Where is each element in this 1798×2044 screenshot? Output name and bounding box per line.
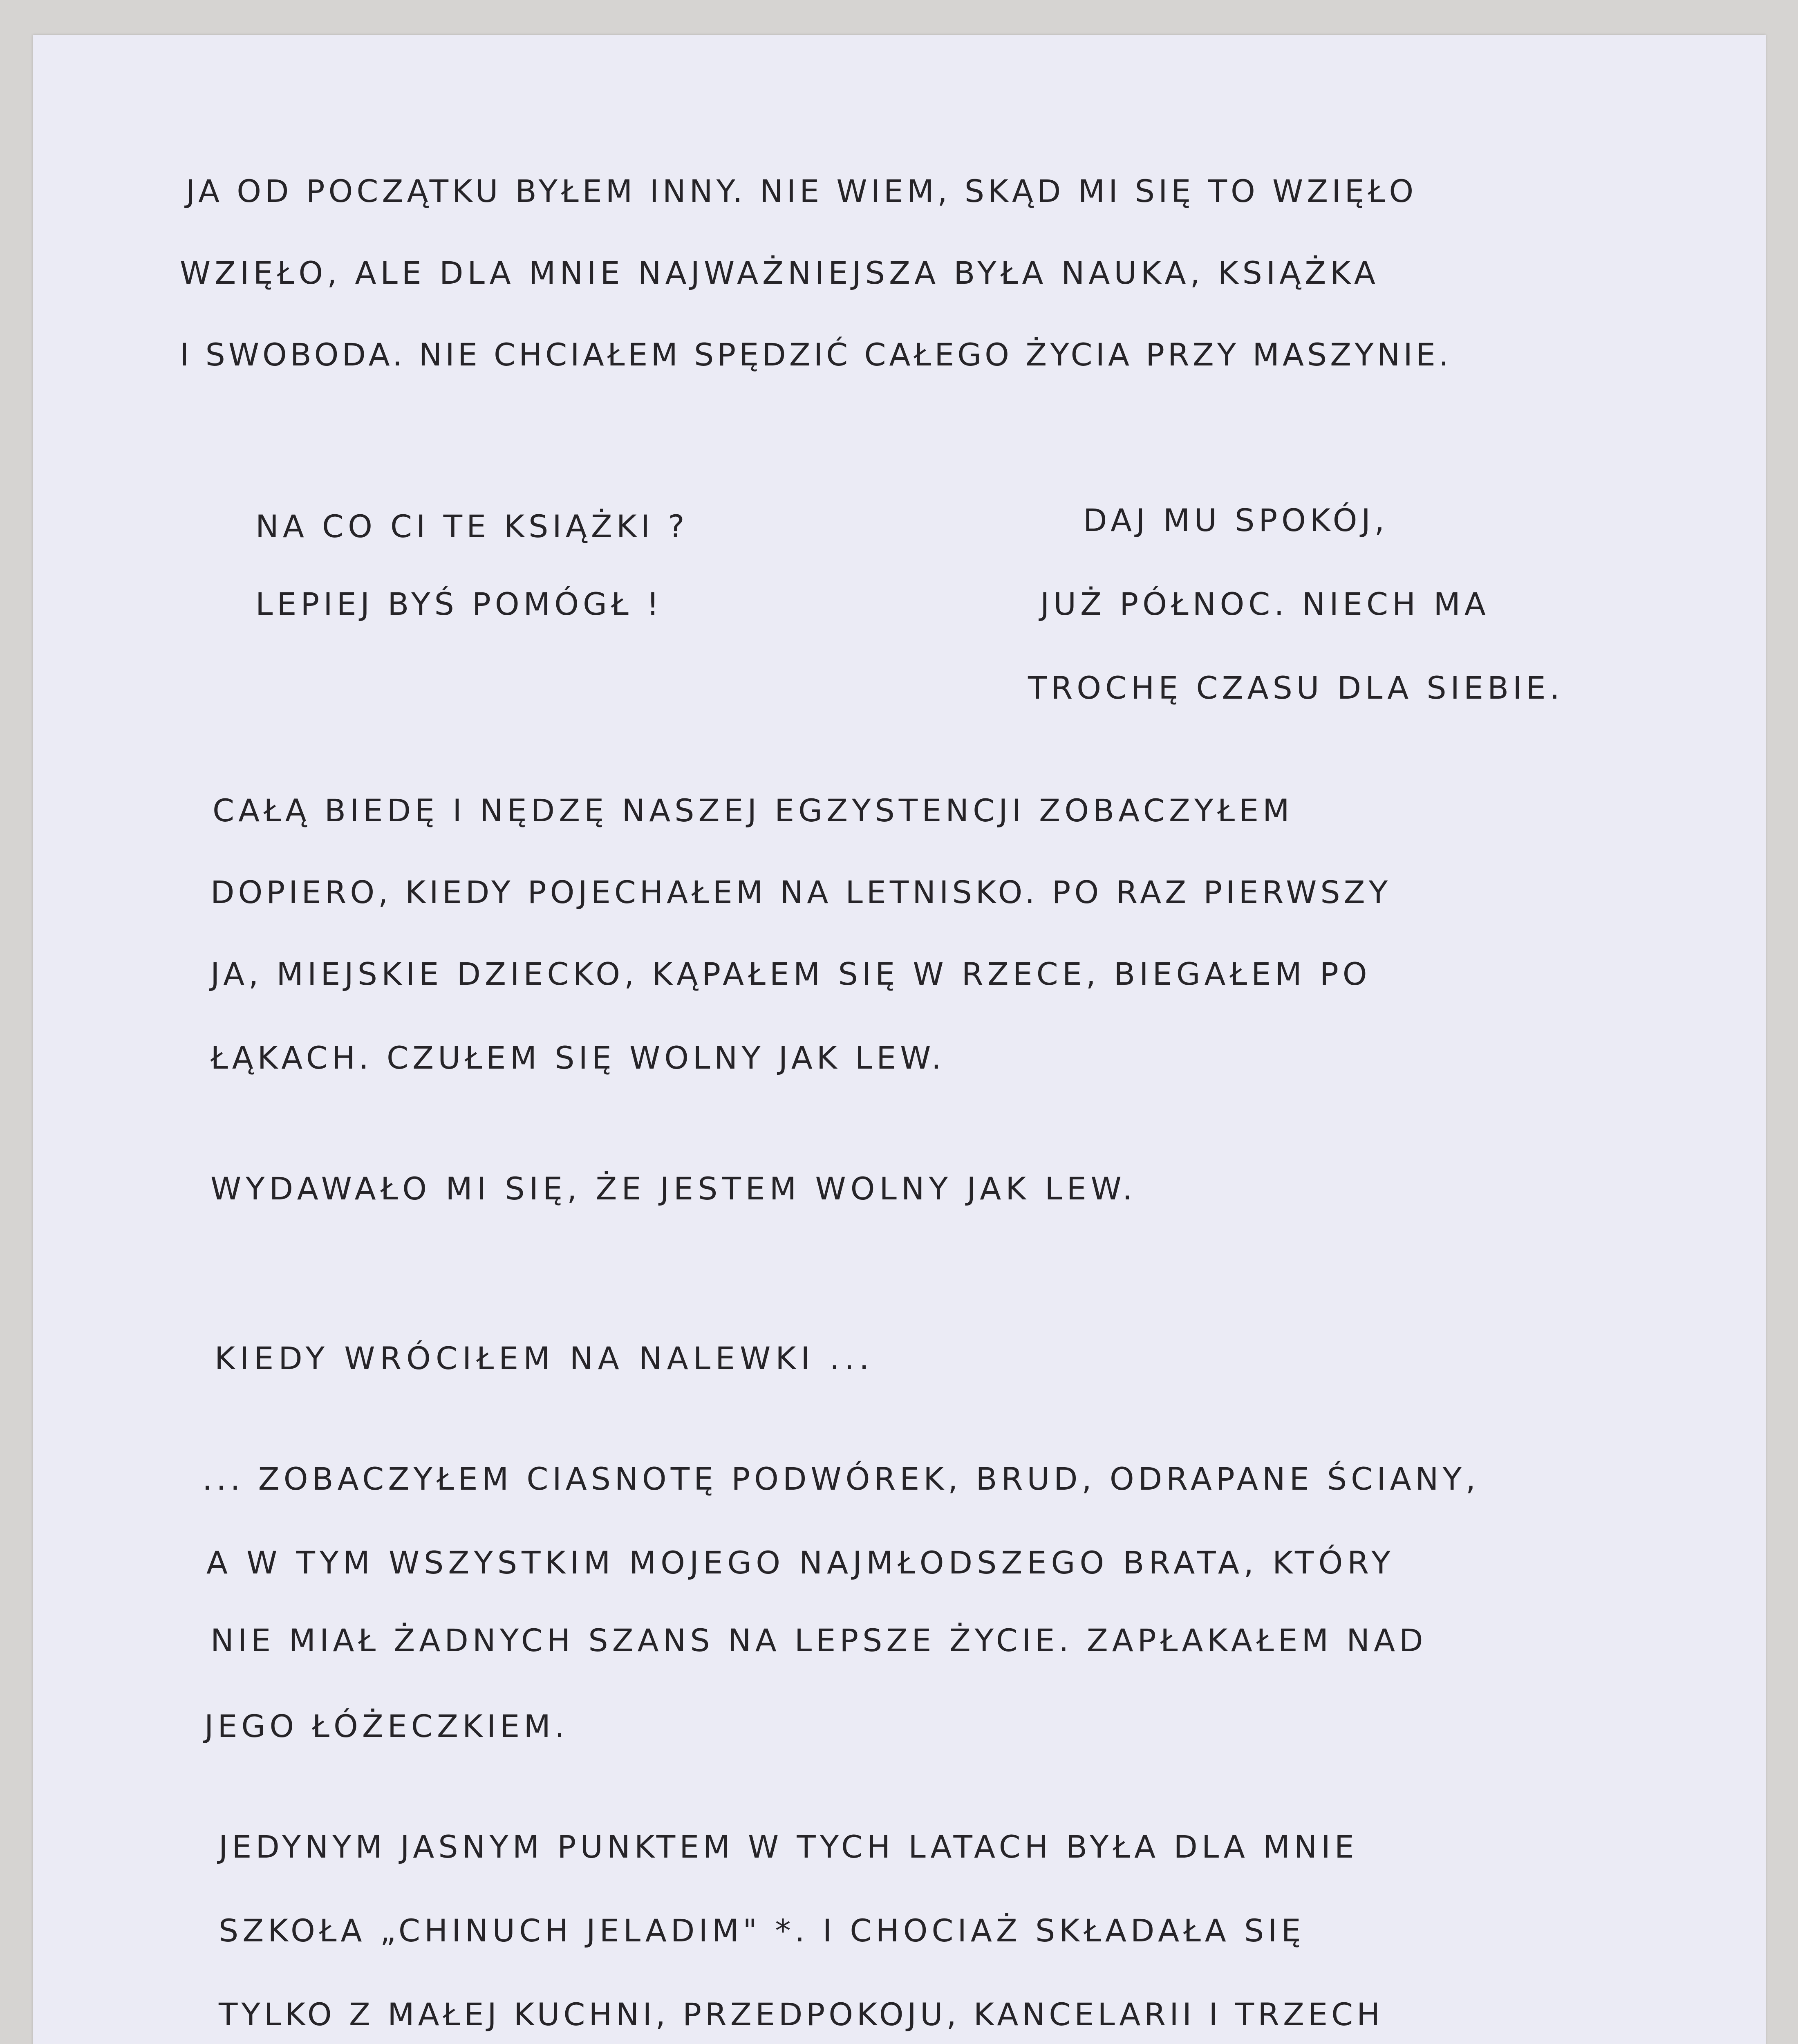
p1-line-3: I SWOBODA. NIE CHCIAŁEM SPĘDZIĆ CAŁEGO ŻYCIA PRZY MASZYNIE. (180, 336, 1452, 373)
p1-line-1: JA OD POCZĄTKU BYŁEM INNY. NIE WIEM, SKĄD MI SIĘ TO WZIĘŁO (186, 173, 1417, 209)
p6-line-3: TYLKO Z MAŁEJ KUCHNI, PRZEDPOKOJU, KANCELARII I TRZECH (219, 1996, 1384, 2033)
dialogue-right-line-1: DAJ MU SPOKÓJ, (1083, 502, 1389, 538)
p2-line-4: ŁĄKACH. CZUŁEM SIĘ WOLNY JAK LEW. (210, 1040, 945, 1076)
p5-line-2: A W TYM WSZYSTKIM MOJEGO NAJMŁODSZEGO BRATA, KTÓRY (206, 1544, 1395, 1581)
p1-line-2: WZIĘŁO, ALE DLA MNIE NAJWAŻNIEJSZA BYŁA NAUKA, KSIĄŻKA (180, 255, 1379, 291)
p5-line-1: ... ZOBACZYŁEM CIASNOTĘ PODWÓREK, BRUD, ODRAPANE ŚCIANY, (202, 1461, 1480, 1497)
dialogue-left-line-1: NA CO CI TE KSIĄŻKI ? (255, 508, 689, 545)
p3-line-1: WYDAWAŁO MI SIĘ, ŻE JESTEM WOLNY JAK LEW. (210, 1170, 1137, 1207)
dialogue-right-line-2: JUŻ PÓŁNOC. NIECH MA (1040, 586, 1490, 622)
p5-line-4: JEGO ŁÓŻECZKIEM. (204, 1708, 569, 1744)
p5-line-3: NIE MIAŁ ŻADNYCH SZANS NA LEPSZE ŻYCIE. ZAPŁAKAŁEM NAD (210, 1622, 1427, 1659)
dialogue-left-line-2: LEPIEJ BYŚ POMÓGŁ ! (255, 586, 663, 622)
p6-line-2: SZKOŁA „CHINUCH JELADIM" *. I CHOCIAŻ SKŁADAŁA SIĘ (219, 1912, 1305, 1949)
p2-line-1: CAŁĄ BIEDĘ I NĘDZĘ NASZEJ EGZYSTENCJI ZOBACZYŁEM (213, 792, 1294, 829)
p4-line-1: KIEDY WRÓCIŁEM NA NALEWKI ... (215, 1340, 874, 1376)
dialogue-right-line-3: TROCHĘ CZASU DLA SIEBIE. (1028, 670, 1564, 706)
p6-line-1: JEDYNYM JASNYM PUNKTEM W TYCH LATACH BYŁA DLA MNIE (219, 1829, 1358, 1865)
p2-line-3: JA, MIEJSKIE DZIECKO, KĄPAŁEM SIĘ W RZECE, BIEGAŁEM PO (210, 956, 1371, 992)
p2-line-2: DOPIERO, KIEDY POJECHAŁEM NA LETNISKO. PO RAZ PIERWSZY (210, 874, 1392, 910)
